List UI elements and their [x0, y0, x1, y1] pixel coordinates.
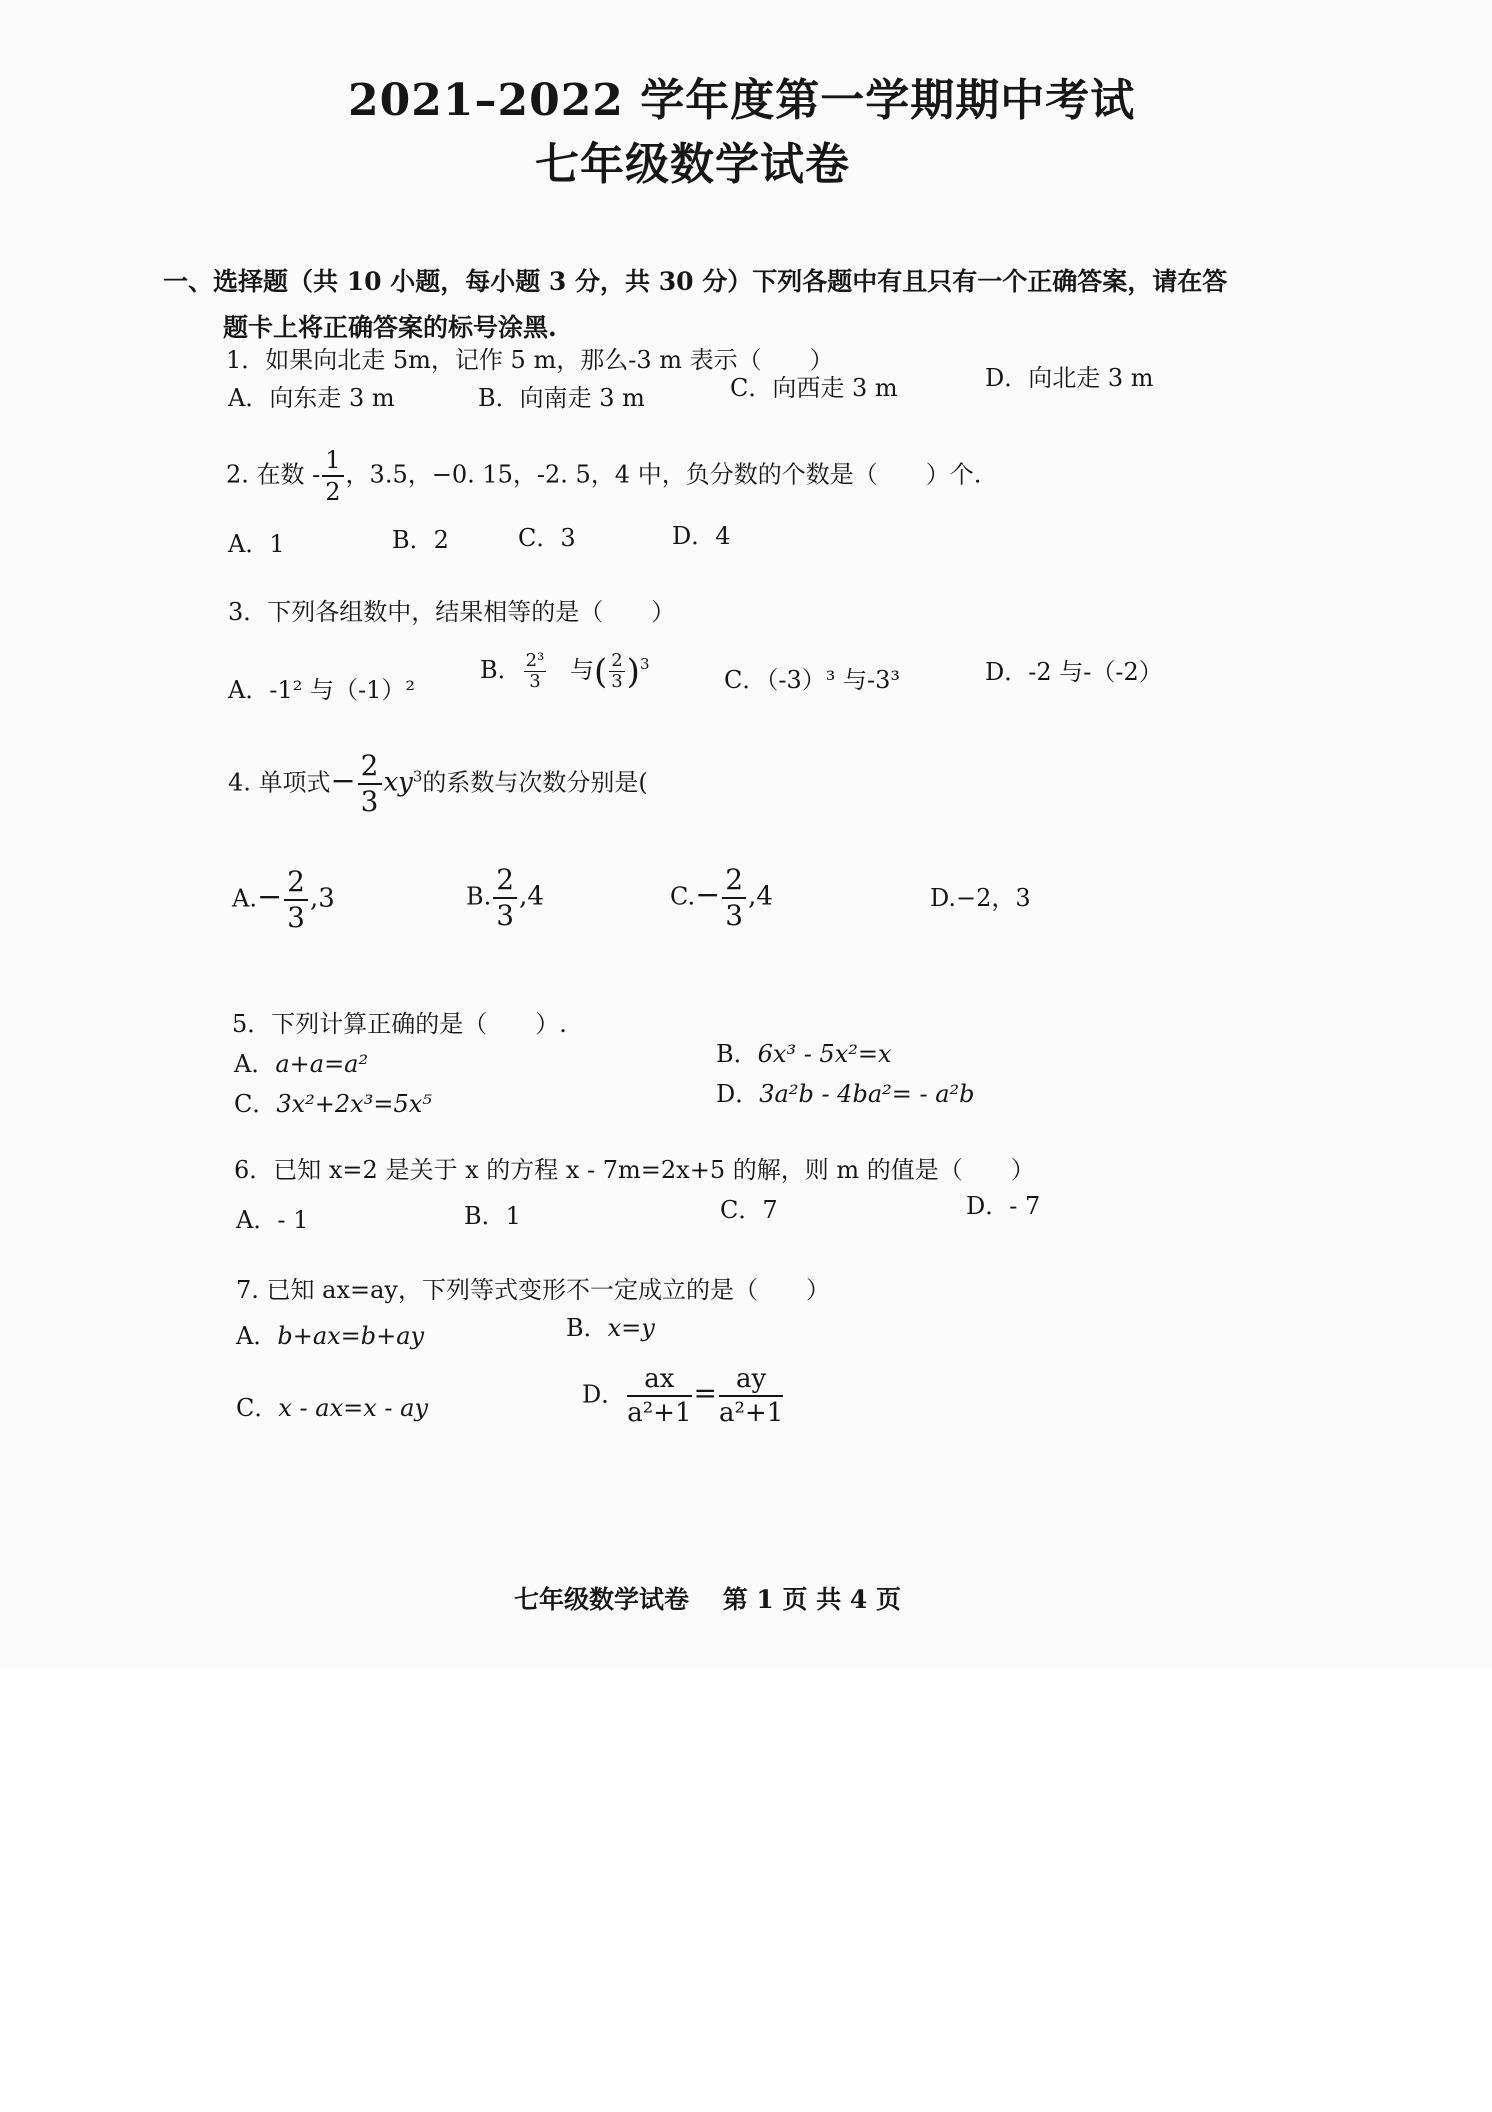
question-3-option-a: A．-1² 与（-1）² [228, 676, 415, 704]
question-4-option-a: A.− $\frac{2}{3}$ ,3 [232, 865, 335, 934]
question-6-option-a: A．- 1 [236, 1206, 309, 1234]
question-3-stem: 3．下列各组数中，结果相等的是（ ） [228, 598, 676, 626]
question-4-option-c: C.− $\frac{2}{3}$ ,4 [670, 863, 773, 932]
question-2-option-a: A．1 [228, 530, 285, 558]
question-4-option-d: D.−2，3 [930, 884, 1031, 912]
question-5-option-c: C．3x²+2x³=5x⁵ [234, 1090, 432, 1118]
page-footer: 七年级数学试卷 第 1 页 共 4 页 [514, 1585, 902, 1614]
question-1-option-b: B．向南走 3 m [478, 384, 645, 412]
question-6-stem: 6．已知 x=2 是关于 x 的方程 x - 7m=2x+5 的解，则 m 的值是（ ） [234, 1156, 1035, 1184]
question-1-option-c: C．向西走 3 m [730, 374, 898, 402]
question-5-stem: 5．下列计算正确的是（ ）. [232, 1010, 567, 1038]
question-5-option-a: A．a+a=a² [234, 1050, 369, 1078]
question-3-option-c: C．（-3）³ 与-3³ [724, 666, 900, 694]
question-3-option-d: D．-2 与-（-2） [985, 658, 1163, 686]
question-5-option-b: B．6x³ - 5x²=x [716, 1040, 892, 1068]
question-7-stem: 7. 已知 ax=ay，下列等式变形不一定成立的是（ ） [236, 1276, 830, 1304]
exam-subtitle: 七年级数学试卷 [535, 139, 850, 190]
question-2-option-b: B．2 [392, 526, 449, 554]
question-1-stem: 1．如果向北走 5m，记作 5 m，那么-3 m 表示（ ） [226, 346, 834, 374]
question-6-option-d: D．- 7 [966, 1192, 1041, 1220]
question-6-option-b: B．1 [464, 1202, 521, 1230]
question-2-option-c: C．3 [518, 524, 576, 552]
question-7-option-d: D． $\frac{ax}{\text{a²+1}}$ = $\frac{ay}{\text{a²+1}}$ [582, 1364, 784, 1428]
question-3-option-b: B． $\frac{\text{2³}}{3}$ 与( $\frac{2}{3}$ )$^3$ [480, 650, 650, 692]
question-7-option-a: A．b+ax=b+ay [236, 1322, 425, 1350]
question-6-option-c: C．7 [720, 1196, 778, 1224]
question-7-option-b: B．x=y [566, 1314, 655, 1342]
question-1-option-d: D．向北走 3 m [985, 364, 1154, 392]
question-2-stem: 2. 在数 - $\frac{1}{2}$ ，3.5，−0. 15，-2. 5，4 中，负分数的个数是（ ）个. [226, 446, 982, 506]
question-7-option-c: C．x - ax=x - ay [236, 1394, 428, 1422]
question-4-option-b: B. $\frac{2}{3}$ ,4 [466, 863, 544, 932]
question-2-option-d: D．4 [672, 522, 731, 550]
exam-title: 2021–2022 学年度第一学期期中考试 [348, 75, 1136, 126]
question-5-option-d: D．3a²b - 4ba²= - a²b [716, 1080, 975, 1108]
section-heading-line1: 一、选择题（共 10 小题，每小题 3 分，共 30 分）下列各题中有且只有一个正确答案，请在答 [163, 267, 1228, 296]
question-4-stem: 4. 单项式− $\frac{2}{3}$ $xy^3$的系数与次数分别是( [228, 749, 648, 818]
section-heading-line2: 题卡上将正确答案的标号涂黑. [223, 313, 557, 342]
question-2-fraction: $\frac{1}{2}$ [322, 448, 343, 504]
question-1-option-a: A．向东走 3 m [228, 384, 395, 412]
